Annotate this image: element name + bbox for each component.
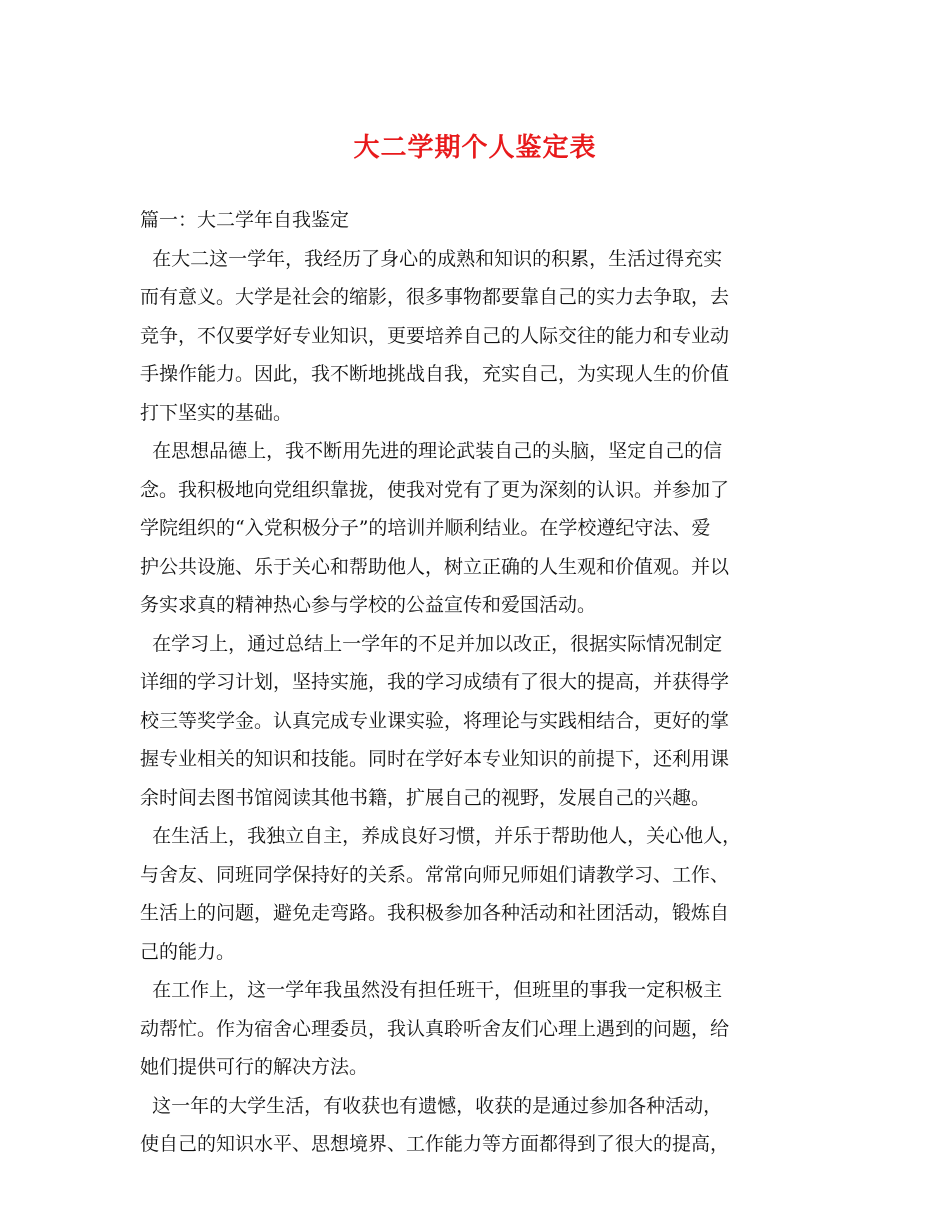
- body-line: 护公共设施、乐于关心和帮助他人，树立正确的人生观和价值观。并以: [140, 555, 730, 578]
- body-line: 在生活上，我独立自主，养成良好习惯，并乐于帮助他人，关心他人，: [140, 825, 742, 847]
- section-heading: 篇一：大二学年自我鉴定: [140, 209, 350, 231]
- document-title: 大二学期个人鉴定表: [353, 133, 597, 163]
- body-line: 在思想品德上，我不断用先进的理论武装自己的头脑，坚定自己的信: [140, 440, 723, 462]
- body-line: 务实求真的精神热心参与学校的公益宣传和爱国活动。: [140, 594, 597, 616]
- body-line: 她们提供可行的解决方法。: [140, 1056, 369, 1078]
- body-line: 动帮忙。作为宿舍心理委员，我认真聆听舍友们心理上遇到的问题，给: [140, 1017, 730, 1040]
- body-line: 校三等奖学金。认真完成专业课实验，将理论与实践相结合，更好的掌: [140, 709, 730, 732]
- body-line: 己的能力。: [140, 940, 236, 963]
- body-line: 这一年的大学生活，有收获也有遗憾，收获的是通过参加各种活动，: [140, 1094, 723, 1117]
- body-line: 学院组织的“入党积极分子”的培训并顺利结业。在学校遵纪守法、爱: [140, 517, 711, 539]
- body-line: 余时间去图书馆阅读其他书籍，扩展自己的视野，发展自己的兴趣。: [140, 786, 711, 809]
- body-line: 详细的学习计划，坚持实施，我的学习成绩有了很大的提高，并获得学: [140, 671, 730, 693]
- body-line: 打下坚实的基础。: [140, 401, 293, 424]
- body-line: 念。我积极地向党组织靠拢，使我对党有了更为深刻的认识。并参加了: [140, 478, 730, 501]
- body-line: 竞争，不仅要学好专业知识，更要培养自己的人际交往的能力和专业动: [140, 324, 730, 347]
- body-line: 生活上的问题，避免走弯路。我积极参加各种活动和社团活动，锻炼自: [140, 902, 730, 924]
- body-line: 手操作能力。因此，我不断地挑战自我，充实自己，为实现人生的价值: [140, 363, 730, 385]
- body-line: 使自己的知识水平、思想境界、工作能力等方面都得到了很大的提高，: [140, 1133, 730, 1155]
- body-line: 在学习上，通过总结上一学年的不足并加以改正，很据实际情况制定: [140, 632, 723, 655]
- body-line: 握专业相关的知识和技能。同时在学好本专业知识的前提下，还利用课: [140, 748, 730, 770]
- body-line: 与舍友、同班同学保持好的关系。常常向师兄师姐们请教学习、工作、: [140, 863, 730, 886]
- body-line: 而有意义。大学是社会的缩影，很多事物都要靠自己的实力去争取，去: [140, 286, 730, 308]
- body-line: 在大二这一学年，我经历了身心的成熟和知识的积累，生活过得充实: [140, 247, 723, 270]
- document-body: [140, 201, 830, 1164]
- body-line: 在工作上，这一学年我虽然没有担任班干，但班里的事我一定积极主: [140, 979, 723, 1001]
